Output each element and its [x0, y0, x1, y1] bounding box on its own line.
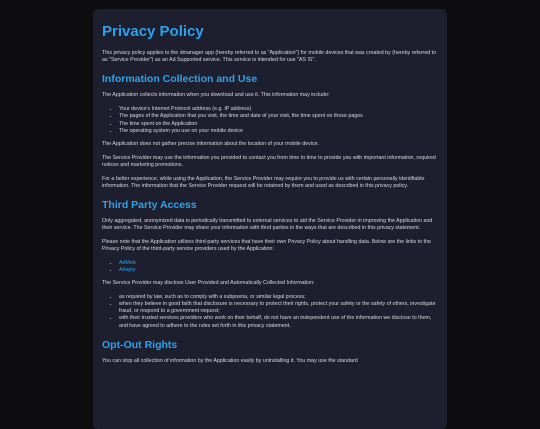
third-party-links-list: [102, 260, 438, 274]
info-paragraph-1: The Application collects information when you download and use it. This information may include:: [102, 92, 330, 99]
list-item: • The pages of the Application that you visit, the time and date of your visit, the time spent on those pages: [119, 113, 438, 120]
list-item: • The operating system you use on your mobile device: [119, 128, 438, 135]
info-paragraph-3: The Service Provider may use the information you provided to contact you from time to time to provide you with important information, required notices and marketing promotions.: [102, 154, 436, 168]
list-item: • with their trusted services providers who work on their behalf, do not have an independent use of the information we disclose to them, and have agreed to adhere to the rules set forth in this privacy statement.: [119, 315, 438, 329]
third-paragraph-3: The Service Provider may disclose User Provided and Automatically Collected Information:: [102, 280, 315, 287]
info-paragraph-2: The Application does not gather precise information about the location of your mobile device.: [102, 140, 320, 147]
section-heading-opt-out: Opt-Out Rights: [102, 338, 178, 351]
privacy-policy-card: [93, 9, 447, 429]
list-item: • when they believe in good faith that disclosure is necessary to protect their rights, protect your safety or the safety of others, investigate fraud, or respond to a government request;: [119, 301, 438, 315]
section-heading-third-party: Third Party Access: [102, 198, 197, 211]
optout-paragraph-1: You can stop all collection of information by the Application easily by uninstalling it. You may use the standard: [102, 357, 358, 364]
list-item: [119, 260, 438, 267]
list-item: • as required by law, such as to comply with a subpoena, or similar legal process;: [119, 294, 438, 301]
info-paragraph-4: For a better experience, while using the Application, the Service Provider may require you to provide us with certain personally identifiable information. The information that the Service Provider request will be retained by them and used as described in this privacy policy.: [102, 175, 425, 189]
admob-link[interactable]: AdMob: [119, 259, 136, 266]
disclosure-list: [102, 294, 438, 330]
intro-paragraph: This privacy policy applies to the dmanager app (hereby referred to as "Application") for mobile devices that was created by (hereby referred to as "Service Provider") as an Ad Supported service. This service is intended for use "AS IS".: [102, 50, 437, 64]
page-title: Privacy Policy: [102, 23, 204, 40]
third-paragraph-1: Only aggregated, anonymized data is periodically transmitted to external services to aid the Service Provider in improving the Application and their service. The Service Provider may share your information with third parties in the ways that are described in this privacy statement.: [102, 217, 433, 232]
info-collected-list: [102, 106, 438, 135]
section-heading-information: Information Collection and Use: [102, 73, 258, 86]
list-item: [119, 267, 438, 274]
list-item: • The time spent on the Application: [119, 121, 438, 128]
third-paragraph-2: Please note that the Application utilizes third-party services that have their own Privacy Policy about handling data. Below are the links to the Privacy Policy of the third-party service providers used by the Application:: [102, 238, 431, 253]
list-item: • Your device's Internet Protocol address (e.g. IP address): [119, 106, 438, 113]
adapty-link[interactable]: Adapty: [119, 266, 136, 273]
